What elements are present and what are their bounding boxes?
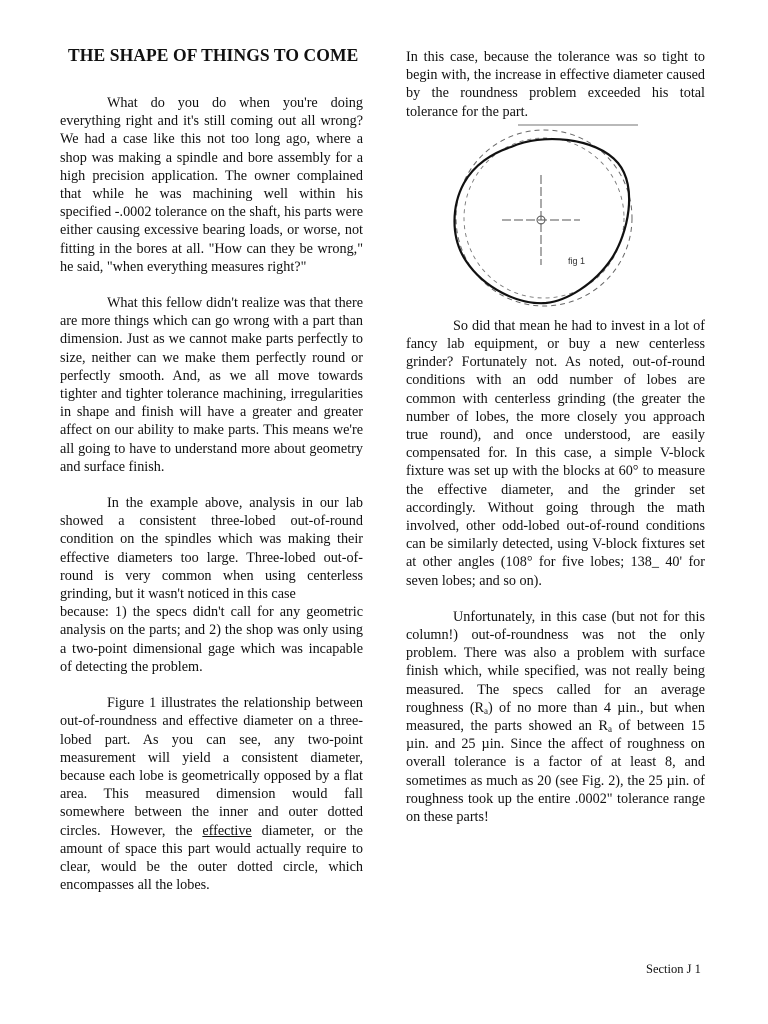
left-column [60,0,363,894]
subscript-a-1: a [484,705,489,716]
page-footer: Section J 1 [646,962,701,976]
paragraph-6a: Unfortunately, in this case (but not for this column!) out-of-roundness was not the only problem. There was also a problem with surface finish which, while specified, was not really being measured. The specs called for an average roughness (R [406,608,705,716]
paragraph-4 [60,694,363,894]
paragraph-3b: because: 1) the specs didn't call for any geometric analysis on the parts; and 2) the shop was only using a two-point dimensional gage which was incapable of detecting the problem. [60,604,363,675]
figure-label: fig 1 [568,255,586,266]
right-column [406,0,705,826]
paragraph-0: In this case, because the tolerance was so tight to begin with, the increase in effective diameter caused by the roundness problem exceeded his total tolerance for the part. [406,49,705,120]
paragraph-1: What do you do when you're doing everything right and it's still coming out all wrong? We had a case like this not too long ago, where a shop was making a spindle and bore assembly for a high precision application. The owner complained that while he was machining well within his specified -.0002 tolerance on the shaft, his parts were either causing excessive bearing loads, or worse, not fitting in the bores at all. "How can they be wrong," he said, "when everything measures right?" [60,95,363,275]
paragraph-4a: Figure 1 illustrates the relationship between out-of-roundness and effective diameter on a three-lobed part. As you can see, any two-point measurement will yield a consistent diameter, because each lobe is geometrically opposed by a flat area. This measured dimension would fall somewhere between the inner and outer dotted circles. However, the [60,695,363,839]
paragraph-6c: of between 15 µin. and 25 µin. Since the affect of roughness on overall tolerance is a factor of at least 8, and sometimes as much as 20 (see Fig. 2), the 25 µin. of roughness took up the entire .0002" tolerance range on these parts! [406,718,705,826]
paragraph-4b: diameter, or the amount of space this part would actually require to clear, would be the outer dotted circle, which encompasses all the lobes. [60,822,363,894]
subscript-a-2: a [607,724,612,735]
article-title: THE SHAPE OF THINGS TO COME [68,45,359,65]
paragraph-6 [406,608,705,826]
paragraph-5: So did that mean he had to invest in a lot of fancy lab equipment, or buy a new centerless grinder? Fortunately not. As noted, out-of-round conditions with an odd number of lobes are common with centerless grinding (the greater the number of lobes, the more closely you approach true round), and once understood, are easily compensated for. In this case, a simple V-block fixture was set up with the blocks at 60° to measure the effective diameter, and the grinder set accordingly. Without going through the math involved, other odd-lobed out-of-round conditions can be similarly detected, using V-block fixtures set at other angles (108° for five lobes; 138_ 40' for seven lobes; and so on). [406,317,705,589]
effective-underlined: effective [202,822,252,839]
figure-1-drawing [406,123,705,313]
paragraph-3a: In the example above, analysis in our lab showed a consistent three-lobed out-of-round condition on the spindles which was making their effective diameters too large. Three-lobed out-of-round is very common when using centerless grinding, but it wasn't noticed in this case [60,495,363,603]
figure-1 [406,123,705,313]
paragraph-2: What this fellow didn't realize was that there are more things which can go wrong with a part than dimension. Just as we cannot make parts perfectly to size, neither can we make them perfectly round or perfectly smooth. And, as we all move towards tighter and tighter tolerance machining, irregularities in shape and finish will have a greater and greater affect on our ability to make parts. This means we're all going to have to understand more about geometry and surface finish. [60,295,363,475]
paragraph-6b: ) of no more than 4 µin., but when measured, the parts showed an R [406,699,705,735]
